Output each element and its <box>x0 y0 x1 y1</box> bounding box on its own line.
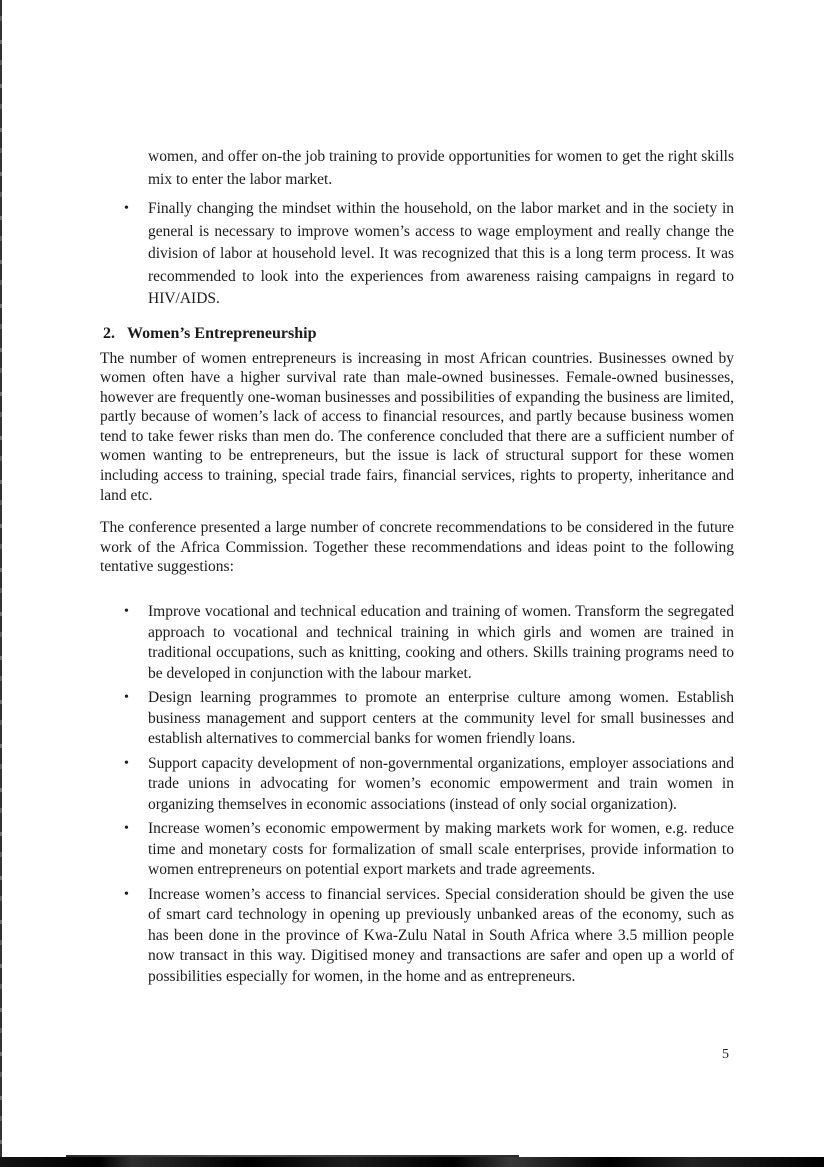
page-number: 5 <box>722 1047 729 1062</box>
page-content <box>100 0 734 991</box>
recommendations-list <box>100 602 734 987</box>
body-paragraph: The conference presented a large number of concrete recommendations to be considered in the future work of the Africa Commission. Together these recommendations and ideas point to the following tentative suggestions: <box>100 519 734 576</box>
list-item <box>100 754 734 816</box>
bullet-icon: • <box>124 604 129 620</box>
list-item <box>100 198 734 311</box>
scan-artifact-bottom-bar <box>0 1157 824 1167</box>
bullet-text: Support capacity development of non-governmental organizations, employer associations and trade unions in advocating for women’s economic empowerment and train women in organizing themselves in economic associations (instead of only social organization). <box>148 754 734 813</box>
bullet-icon: • <box>124 821 129 837</box>
bullet-icon: • <box>124 201 129 216</box>
body-paragraph: The number of women entrepreneurs is increasing in most African countries. Businesses owned by women often have a higher survival rate than male-owned businesses. Female-owned businesses, however are frequently one-woman businesses and possibilities of expanding the business are limited, partly because of women’s lack of access to financial resources, and partly because business women tend to take fewer risks than men do. The conference concluded that there are a sufficient number of women wanting to be entrepreneurs, but the issue is lack of structural support for these women including access to training, special trade fairs, financial services, rights to property, inheritance and land etc. <box>100 349 734 504</box>
bullet-icon: • <box>124 886 129 902</box>
bullet-text: Finally changing the mindset within the household, on the labor market and in the society in general is necessary to improve women’s access to wage employment and really change the division of labor at household level. It was recognized that this is a long term process. It was recommended to look into the experiences from awareness raising campaigns in regard to HIV/AIDS. <box>148 200 734 307</box>
bullet-text: Increase women’s access to financial services. Special consideration should be given the use of smart card technology in opening up previously unbanked areas of the economy, such as has been done in the province of Kwa-Zulu Natal in South Africa where 3.5 million people now transact in this way. Digitised money and transactions are safer and open up a world of possibilities especially for women, in the home and as entrepreneurs. <box>148 885 734 985</box>
section-heading <box>103 324 734 344</box>
bullet-text: Increase women’s economic empowerment by making markets work for women, e.g. reduce time and monetary costs for formalization of small scale enterprises, provide information to women entrepreneurs on potential export markets and trade agreements. <box>148 820 734 879</box>
list-item <box>100 819 734 881</box>
section-title: Women’s Entrepreneurship <box>127 324 317 342</box>
section-number: 2. <box>103 324 115 342</box>
list-item <box>100 885 734 988</box>
scan-artifact-left-edge <box>0 0 2 1157</box>
bullet-icon: • <box>124 690 129 706</box>
list-item <box>100 688 734 750</box>
bullet-icon: • <box>124 755 129 771</box>
list-item <box>100 602 734 684</box>
bullet-text: Design learning programmes to promote an enterprise culture among women. Establish business management and support centers at the community level for small businesses and establish alternatives to commercial banks for women friendly loans. <box>148 689 734 748</box>
continuation-paragraph: women, and offer on-the job training to provide opportunities for women to get the right skills mix to enter the labor market. <box>148 148 734 188</box>
bullet-text: Improve vocational and technical education and training of women. Transform the segregated approach to vocational and technical training in which girls and women are trained in traditional occupations, such as knitting, cooking and others. Skills training programs need to be developed in conjunction with the labour market. <box>148 603 734 682</box>
